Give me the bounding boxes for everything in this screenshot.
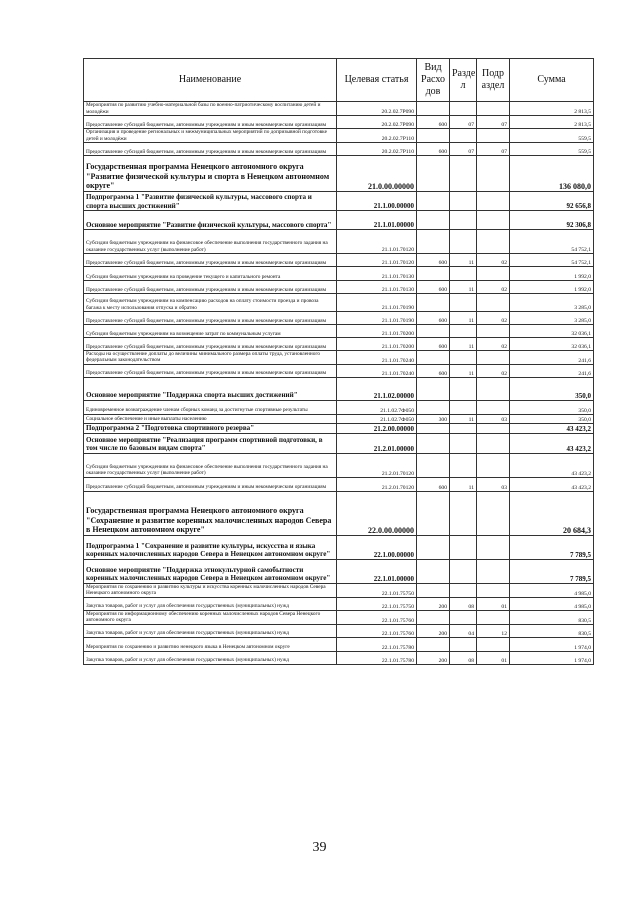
row-name: Подпрограмма 1 "Развитие физической культуры, массового спорта и спорта высших достижений" [84,192,337,211]
row-podrazdel [477,230,510,254]
table-row [84,491,594,535]
table-header-row [84,59,594,102]
row-vid [417,156,450,192]
row-vid [417,325,450,338]
table-row [84,559,594,583]
row-sum: 350,0 [510,377,594,400]
row-vid [417,583,450,597]
row-razdel [450,610,477,624]
row-vid: 600 [417,364,450,377]
table-row [84,610,594,624]
row-podrazdel [477,192,510,211]
row-razdel: 11 [450,364,477,377]
row-razdel [450,230,477,254]
row-code: 21.1.02.7Ф050 [337,400,417,414]
row-name: Закупка товаров, работ и услуг для обеспечения государственных (муниципальных) нужд [84,651,337,664]
row-sum: 136 080,0 [510,156,594,192]
row-name: Субсидии бюджетным учреждениям на возмещение затрат по коммунальным услугам [84,325,337,338]
table-row [84,651,594,664]
row-podrazdel: 02 [477,254,510,267]
row-razdel [450,294,477,312]
row-razdel: 08 [450,597,477,610]
row-code: 20.2.02.7Р110 [337,143,417,156]
row-name: Предоставление субсидий бюджетным, автономным учреждениям и иным некоммерческим организациям [84,312,337,325]
row-podrazdel [477,377,510,400]
row-sum: 7 789,5 [510,559,594,583]
row-sum: 20 684,3 [510,491,594,535]
row-sum: 92 306,8 [510,211,594,230]
row-code: 21.1.01.70200 [337,325,417,338]
row-razdel [450,325,477,338]
row-podrazdel [477,294,510,312]
row-name: Подпрограмма 2 "Подготовка спортивного резерва" [84,423,337,433]
row-razdel: 07 [450,116,477,129]
row-name: Предоставление субсидий бюджетным, автономным учреждениям и иным некоммерческим организациям [84,281,337,294]
header-podrazdel: Подр аздел [477,59,510,102]
row-sum: 350,0 [510,414,594,423]
row-code: 22.1.01.75760 [337,610,417,624]
table-row [84,377,594,400]
row-sum: 43 423,2 [510,423,594,433]
row-razdel [450,102,477,116]
row-podrazdel [477,491,510,535]
row-name: Мероприятия по сохранению и развитию ненецкого языка в Ненецком автономном округе [84,637,337,651]
row-code: 21.1.00.00000 [337,192,417,211]
page-number: 39 [312,840,327,855]
row-name: Мероприятия по информационному обеспечению коренных малочисленных народов Севера Ненецкого автономного округа [84,610,337,624]
table-row [84,129,594,143]
row-podrazdel [477,325,510,338]
row-code: 21.1.01.70200 [337,338,417,351]
table-row [84,294,594,312]
row-name: Мероприятия по сохранению и развитию культуры и искусства коренных малочисленных народов Севера Ненецкого автономного округа [84,583,337,597]
row-code: 21.2.01.00000 [337,433,417,453]
row-name: Субсидии бюджетным учреждениям на компенсацию расходов на оплату стоимости проезда и провоза багажа к месту использования отпуска и обратно [84,294,337,312]
row-podrazdel [477,400,510,414]
row-razdel [450,377,477,400]
row-code: 22.1.01.75750 [337,597,417,610]
row-sum: 1 992,0 [510,281,594,294]
row-razdel [450,267,477,281]
row-vid [417,610,450,624]
row-podrazdel [477,211,510,230]
header-sum: Сумма [510,59,594,102]
row-sum: 32 036,1 [510,325,594,338]
row-name: Субсидии бюджетным учреждениям на финансовое обеспечение выполнения государственного задания на оказание государственных услуг (выполнение работ) [84,453,337,477]
row-razdel: 08 [450,651,477,664]
table-row [84,254,594,267]
row-name: Закупка товаров, работ и услуг для обеспечения государственных (муниципальных) нужд [84,597,337,610]
row-podrazdel: 07 [477,143,510,156]
row-vid [417,423,450,433]
row-vid [417,637,450,651]
row-code: 21.1.02.7Ф050 [337,414,417,423]
row-vid [417,192,450,211]
row-sum: 241,6 [510,364,594,377]
row-vid [417,559,450,583]
row-code: 21.1.02.00000 [337,377,417,400]
row-name: Основное мероприятие "Реализация программ спортивной подготовки, в том числе по базовым видам спорта" [84,433,337,453]
table-row [84,597,594,610]
row-vid: 600 [417,477,450,491]
row-name: Предоставление субсидий бюджетным, автономным учреждениям и иным некоммерческим организациям [84,254,337,267]
row-code: 20.2.02.7Р110 [337,129,417,143]
row-code: 21.1.01.70120 [337,230,417,254]
row-razdel: 11 [450,254,477,267]
row-podrazdel: 02 [477,364,510,377]
table-row [84,116,594,129]
row-name: Единовременное вознаграждение членам сборных команд за достигнутые спортивные результаты [84,400,337,414]
row-sum: 559,5 [510,143,594,156]
row-vid: 600 [417,254,450,267]
table-row [84,433,594,453]
row-sum: 241,6 [510,351,594,365]
row-name: Субсидии бюджетным учреждениям на проведение текущего и капитального ремонта [84,267,337,281]
row-sum: 54 752,1 [510,254,594,267]
row-sum: 830,5 [510,610,594,624]
header-name: Наименование [84,59,337,102]
row-podrazdel [477,156,510,192]
row-name: Основное мероприятие "Поддержка этнокультурной самобытности коренных малочисленных народов Севера в Ненецком автономном округе" [84,559,337,583]
row-sum: 1 992,0 [510,267,594,281]
row-sum: 559,5 [510,129,594,143]
table-row [84,338,594,351]
row-code: 21.1.01.70120 [337,254,417,267]
row-sum: 2 813,5 [510,116,594,129]
row-code: 21.1.01.70190 [337,294,417,312]
row-code: 21.0.00.00000 [337,156,417,192]
row-vid: 600 [417,143,450,156]
table-row [84,477,594,491]
row-razdel: 11 [450,414,477,423]
table-row [84,230,594,254]
row-vid [417,230,450,254]
row-name: Основное мероприятие "Поддержка спорта высших достижений" [84,377,337,400]
row-vid [417,129,450,143]
row-razdel: 07 [450,143,477,156]
table-row [84,414,594,423]
row-podrazdel: 03 [477,477,510,491]
row-sum: 830,5 [510,624,594,637]
row-razdel [450,453,477,477]
row-code: 21.1.01.00000 [337,211,417,230]
row-code: 22.1.01.00000 [337,559,417,583]
row-name: Подпрограмма 1 "Сохранение и развитие культуры, искусства и языка коренных малочисленных народов Севера в Ненецком автономном округе" [84,535,337,559]
row-podrazdel [477,102,510,116]
row-name: Закупка товаров, работ и услуг для обеспечения государственных (муниципальных) нужд [84,624,337,637]
table-row [84,192,594,211]
row-code: 22.1.00.00000 [337,535,417,559]
row-sum: 7 789,5 [510,535,594,559]
table-row [84,325,594,338]
row-podrazdel: 01 [477,597,510,610]
row-podrazdel [477,583,510,597]
row-podrazdel: 12 [477,624,510,637]
row-razdel [450,491,477,535]
header-vid: Вид Расхо дов [417,59,450,102]
row-razdel [450,351,477,365]
table-row [84,423,594,433]
table-row [84,364,594,377]
row-vid [417,211,450,230]
row-razdel [450,535,477,559]
row-podrazdel: 02 [477,338,510,351]
row-sum: 3 285,0 [510,294,594,312]
row-sum: 43 423,2 [510,477,594,491]
row-vid [417,102,450,116]
row-vid [417,433,450,453]
row-podrazdel [477,129,510,143]
row-code: 22.1.01.75780 [337,637,417,651]
row-razdel [450,559,477,583]
row-sum: 43 423,2 [510,453,594,477]
row-vid [417,294,450,312]
row-podrazdel: 07 [477,116,510,129]
table-row [84,281,594,294]
table-row [84,535,594,559]
row-code: 21.2.01.70120 [337,477,417,491]
row-code: 21.2.01.70120 [337,453,417,477]
table-row [84,637,594,651]
row-vid [417,491,450,535]
row-sum: 54 752,1 [510,230,594,254]
row-razdel [450,583,477,597]
row-podrazdel [477,610,510,624]
table-row [84,312,594,325]
table-row [84,156,594,192]
row-code: 22.1.01.75760 [337,624,417,637]
row-vid: 200 [417,651,450,664]
row-vid: 200 [417,624,450,637]
table-row [84,143,594,156]
table-row [84,351,594,365]
row-razdel [450,423,477,433]
row-razdel: 11 [450,338,477,351]
row-vid: 600 [417,338,450,351]
row-code: 21.1.01.70190 [337,312,417,325]
row-sum: 350,0 [510,400,594,414]
row-sum: 4 985,0 [510,597,594,610]
row-podrazdel [477,453,510,477]
row-razdel [450,156,477,192]
table-row [84,211,594,230]
row-name: Предоставление субсидий бюджетным, автономным учреждениям и иным некоммерческим организациям [84,338,337,351]
row-razdel: 04 [450,624,477,637]
row-vid: 600 [417,312,450,325]
row-name: Мероприятия по развитию учебно-материальной базы по военно-патриотическому воспитанию детей и молодёжи [84,102,337,116]
row-podrazdel [477,559,510,583]
row-code: 22.0.00.00000 [337,491,417,535]
row-vid: 300 [417,414,450,423]
row-vid [417,453,450,477]
row-razdel [450,400,477,414]
table-row [84,453,594,477]
row-podrazdel: 02 [477,281,510,294]
row-sum: 2 813,5 [510,102,594,116]
row-code: 21.1.01.70240 [337,351,417,365]
row-podrazdel [477,535,510,559]
header-razdel: Разде л [450,59,477,102]
row-name: Предоставление субсидий бюджетным, автономным учреждениям и иным некоммерческим организациям [84,116,337,129]
row-vid [417,267,450,281]
row-name: Предоставление субсидий бюджетным, автономным учреждениям и иным некоммерческим организациям [84,364,337,377]
row-razdel [450,637,477,651]
header-code: Целевая статья [337,59,417,102]
row-sum: 92 656,8 [510,192,594,211]
table-row [84,400,594,414]
row-sum: 32 036,1 [510,338,594,351]
row-name: Социальное обеспечение и иные выплаты населению [84,414,337,423]
row-name: Государственная программа Ненецкого автономного округа "Развитие физической культуры и спорта в Ненецком автономном округе" [84,156,337,192]
row-podrazdel: 01 [477,651,510,664]
row-name: Предоставление субсидий бюджетным, автономным учреждениям и иным некоммерческим организациям [84,477,337,491]
row-name: Основное мероприятие "Развитие физической культуры, массового спорта" [84,211,337,230]
row-name: Предоставление субсидий бюджетным, автономным учреждениям и иным некоммерческим организациям [84,143,337,156]
row-podrazdel: 03 [477,414,510,423]
table-row [84,102,594,116]
row-name: Государственная программа Ненецкого автономного округа "Сохранение и развитие коренных малочисленных народов Севера в Ненецком автономном округе" [84,491,337,535]
row-razdel [450,129,477,143]
row-podrazdel: 02 [477,312,510,325]
row-code: 20.2.02.7Р090 [337,116,417,129]
row-vid: 600 [417,281,450,294]
row-vid [417,377,450,400]
row-razdel: 11 [450,281,477,294]
table-row [84,624,594,637]
budget-table [83,58,594,665]
table-body [84,102,594,665]
row-name: Расходы на осуществление доплаты до величины минимального размера оплаты труда, установленного федеральным законодательством [84,351,337,365]
row-code: 21.1.01.70130 [337,281,417,294]
row-podrazdel [477,423,510,433]
row-razdel [450,211,477,230]
row-name: Организация и проведение региональных и межмуниципальных мероприятий по допризывной подготовке детей и молодёжи [84,129,337,143]
row-code: 22.1.01.75750 [337,583,417,597]
table-row [84,267,594,281]
row-name: Субсидии бюджетным учреждениям на финансовое обеспечение выполнения государственного задания на оказание государственных услуг (выполнение работ) [84,230,337,254]
row-podrazdel [477,351,510,365]
row-sum: 3 285,0 [510,312,594,325]
row-code: 22.1.01.75780 [337,651,417,664]
row-vid: 200 [417,597,450,610]
row-razdel [450,433,477,453]
row-sum: 1 974,0 [510,651,594,664]
row-vid [417,535,450,559]
row-code: 21.1.01.70130 [337,267,417,281]
row-vid [417,351,450,365]
row-razdel: 11 [450,477,477,491]
row-podrazdel [477,637,510,651]
row-code: 21.1.01.70240 [337,364,417,377]
table-row [84,583,594,597]
row-sum: 4 985,0 [510,583,594,597]
row-razdel [450,192,477,211]
row-vid: 600 [417,116,450,129]
row-code: 20.2.02.7Р090 [337,102,417,116]
row-sum: 1 974,0 [510,637,594,651]
row-vid [417,400,450,414]
row-podrazdel [477,433,510,453]
row-sum: 43 423,2 [510,433,594,453]
row-code: 21.2.00.00000 [337,423,417,433]
row-razdel: 11 [450,312,477,325]
row-podrazdel [477,267,510,281]
